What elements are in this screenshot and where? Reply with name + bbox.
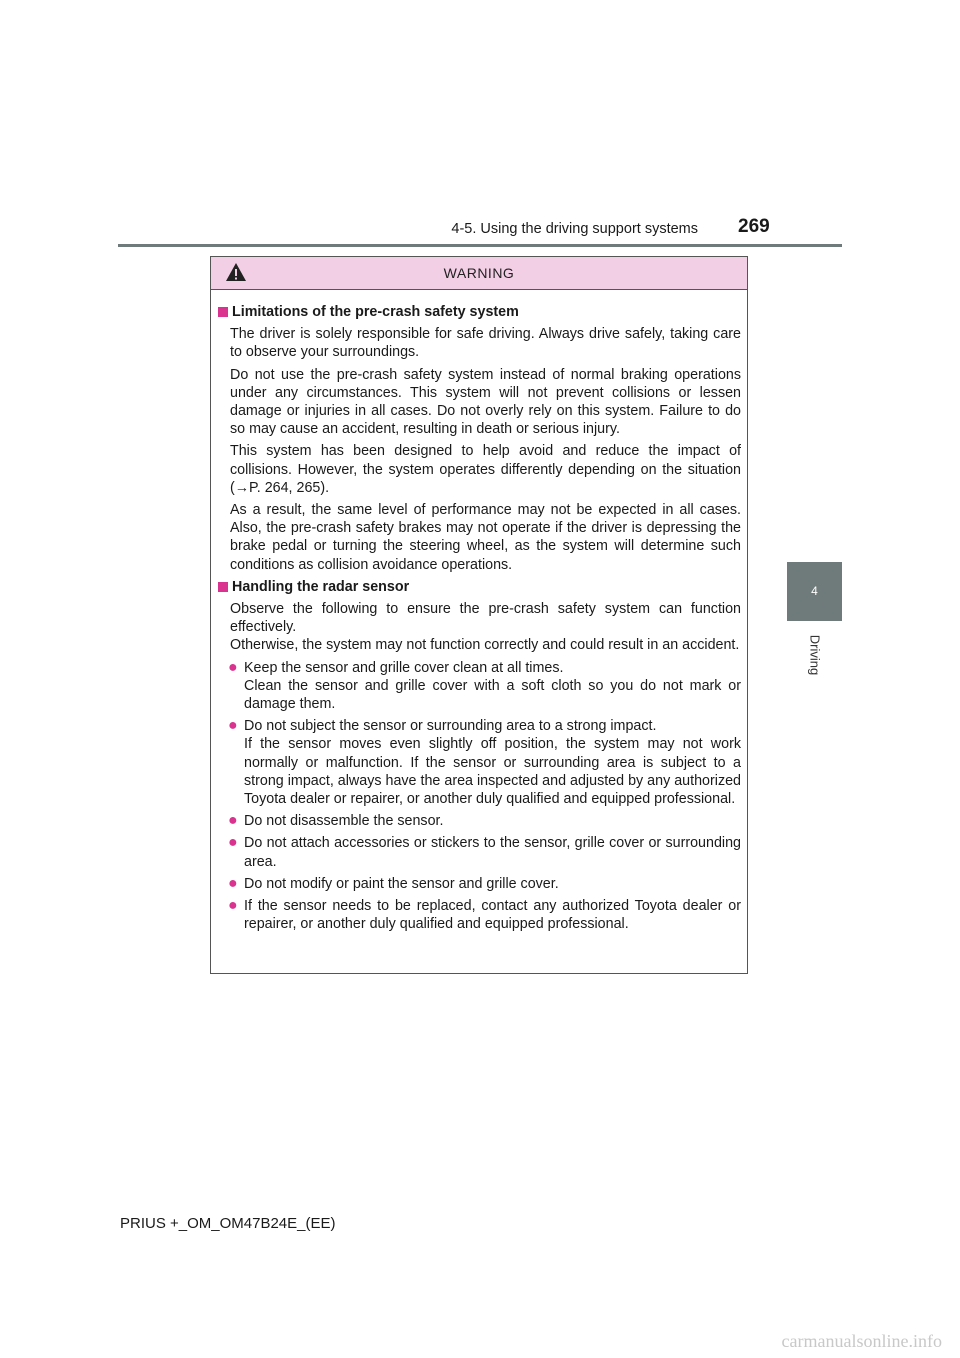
list-item: ● If the sensor needs to be replaced, contact any authorized Toyota dealer or repairer, or another duly qualified and equipped professional. — [228, 897, 741, 933]
page-number: 269 — [738, 216, 770, 237]
list-item: ● Do not subject the sensor or surrounding area to a strong impact. If the sensor moves even slightly off position, the system may not work normally or malfunction. If the sensor or surrounding area is subject to a strong impact, always have the area inspected and adjusted by any authorized Toyota dealer or repairer, or another duly qualified and equipped professional. — [228, 717, 741, 808]
document-code: PRIUS +_OM_OM47B24E_(EE) — [120, 1215, 336, 1232]
warning-triangle-icon — [225, 262, 247, 282]
warning-label: WARNING — [443, 265, 515, 281]
paragraph: Observe the following to ensure the pre-crash safety system can function effectively. — [230, 601, 741, 636]
warning-header — [211, 257, 747, 290]
list-item: ● Do not disassemble the sensor. — [228, 812, 444, 830]
paragraph: Otherwise, the system may not function correctly and could result in an accident. — [230, 637, 740, 654]
chapter-label: Driving — [807, 634, 822, 676]
paragraph: Do not use the pre-crash safety system instead of normal braking operations under any circumstances. This system will not prevent collisions or lessen damage or injuries in all cases. Do not overly rely on this system. Failure to do so may cause an accident, resulting in death or serious injury. — [230, 366, 741, 438]
bullet-dot-icon: ● — [228, 874, 238, 892]
list-item: ● Do not attach accessories or stickers to the sensor, grille cover or surrounding area. — [228, 834, 741, 870]
square-bullet-icon — [218, 582, 228, 592]
bullet-dot-icon: ● — [228, 658, 238, 676]
watermark[interactable]: carmanualsonline.info — [781, 1331, 942, 1351]
warning-body — [211, 290, 747, 934]
bullet-dot-icon: ● — [228, 717, 238, 735]
section-heading: Limitations of the pre-crash safety system — [218, 303, 741, 321]
bullet-dot-icon: ● — [228, 834, 238, 852]
list-item: ● Do not modify or paint the sensor and grille cover. — [228, 874, 559, 892]
paragraph: The driver is solely responsible for safe driving. Always drive safely, taking care to observe your surroundings. — [230, 326, 741, 361]
square-bullet-icon — [218, 307, 228, 317]
section-heading: Handling the radar sensor — [218, 578, 741, 596]
chapter-tab[interactable]: 4 — [787, 562, 842, 621]
paragraph: As a result, the same level of performance may not be expected in all cases. Also, the pre-crash safety brakes may not operate if the driver is depressing the brake pedal or turning the steering wheel, as the system will determine such conditions as collision avoidance operations. — [230, 502, 741, 573]
bullet-dot-icon: ● — [228, 897, 238, 915]
header-rule — [118, 244, 842, 247]
warning-box — [210, 256, 748, 974]
paragraph: This system has been designed to help avoid and reduce the impact of collisions. However, the system operates differently depending on the situation (→P. 264, 265). — [230, 443, 741, 496]
bullet-dot-icon: ● — [228, 812, 238, 830]
list-item: ● Keep the sensor and grille cover clean at all times. Clean the sensor and grille cover with a soft cloth so you do not mark or damage them. — [228, 658, 741, 713]
section-title: 4-5. Using the driving support systems — [451, 221, 698, 237]
